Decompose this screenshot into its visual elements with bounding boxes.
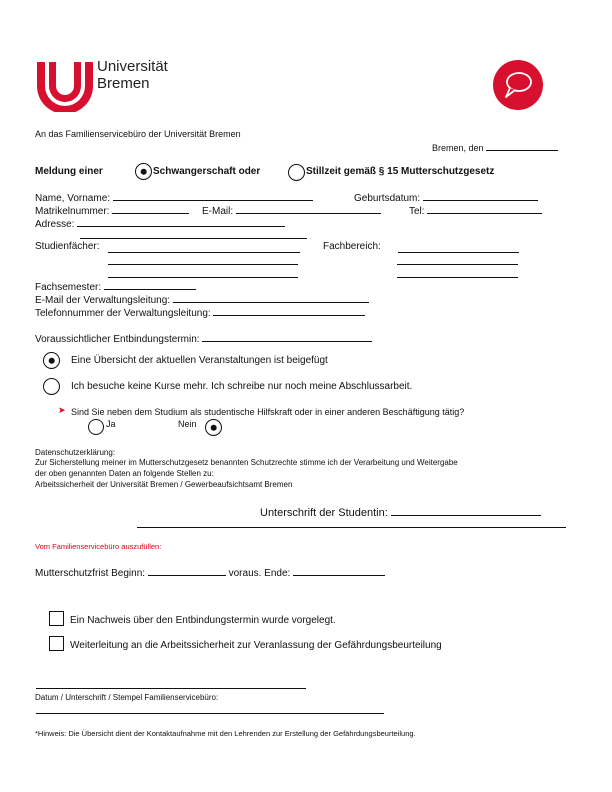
forward-safety-label: Weiterleitung an die Arbeitssicherheit zur Veranlassung der Gefährdungsbeurteilung bbox=[70, 640, 442, 651]
due-date-proof-label: Ein Nachweis über den Entbindungstermin wurde vorgelegt. bbox=[70, 615, 336, 626]
name-row bbox=[35, 191, 313, 204]
place-date-label: Bremen, den bbox=[432, 143, 484, 153]
thesis-only-radio[interactable] bbox=[43, 378, 60, 395]
address-field-line2[interactable] bbox=[80, 238, 307, 239]
department-field-1[interactable] bbox=[398, 252, 519, 253]
signature-line-2[interactable] bbox=[137, 527, 566, 528]
report-label: Meldung einer bbox=[35, 166, 103, 177]
department-field-2[interactable] bbox=[397, 264, 518, 265]
due-date-proof-checkbox[interactable] bbox=[49, 611, 64, 626]
stamp-line-bottom[interactable] bbox=[36, 713, 384, 714]
signature-field[interactable] bbox=[391, 505, 541, 516]
subjects-field-2[interactable] bbox=[108, 264, 298, 265]
stamp-label: Datum / Unterschrift / Stempel Familienservicebüro: bbox=[35, 693, 219, 702]
semester-field[interactable] bbox=[104, 280, 196, 290]
pregnancy-label: Schwangerschaft oder bbox=[153, 166, 261, 177]
protection-period-row bbox=[35, 566, 385, 579]
course-overview-label: Eine Übersicht der aktuellen Veranstaltungen ist beigefügt bbox=[71, 355, 328, 366]
arrow-bullet-icon: ➤ bbox=[58, 405, 66, 415]
due-date-label: Voraussichtlicher Entbindungstermin: bbox=[35, 334, 200, 345]
privacy-title: Datenschutzerklärung: bbox=[35, 448, 116, 457]
semester-label: Fachsemester: bbox=[35, 282, 102, 293]
birthdate-label: Geburtsdatum: bbox=[354, 193, 421, 204]
place-date bbox=[432, 141, 558, 153]
speech-bubble-icon bbox=[493, 60, 543, 110]
name-field[interactable] bbox=[113, 191, 313, 201]
admin-phone-label: Telefonnummer der Verwaltungsleitung: bbox=[35, 308, 211, 319]
address-field[interactable] bbox=[77, 217, 285, 227]
recipient: An das Familienservicebüro der Universität Bremen bbox=[35, 129, 241, 139]
department-label: Fachbereich: bbox=[323, 241, 381, 252]
name-label: Name, Vorname: bbox=[35, 193, 111, 204]
address-row bbox=[35, 217, 285, 230]
nursing-radio[interactable] bbox=[288, 164, 305, 181]
matrikel-label: Matrikelnummer: bbox=[35, 206, 110, 217]
subjects-field-3[interactable] bbox=[108, 277, 298, 278]
matrikel-row bbox=[35, 204, 189, 217]
logo-name bbox=[97, 58, 168, 92]
due-date-row bbox=[35, 332, 372, 345]
subjects-label: Studienfächer: bbox=[35, 241, 100, 252]
course-overview-radio[interactable] bbox=[43, 352, 60, 369]
speech-bubble-badge bbox=[493, 60, 543, 110]
subjects-field-1[interactable] bbox=[108, 252, 300, 253]
expected-end-field[interactable] bbox=[293, 566, 385, 576]
address-label: Adresse: bbox=[35, 219, 75, 230]
admin-phone-field[interactable] bbox=[213, 306, 365, 316]
privacy-line2: der oben genannten Daten an folgende Stellen zu: bbox=[35, 469, 214, 478]
signature-row bbox=[260, 505, 541, 519]
birthdate-row bbox=[354, 191, 538, 204]
protection-start-label: Mutterschutzfrist Beginn: bbox=[35, 568, 146, 579]
logo-name-line2: Bremen bbox=[97, 75, 150, 92]
email-field[interactable] bbox=[236, 204, 381, 214]
employment-yes-radio[interactable] bbox=[88, 419, 104, 435]
expected-end-label: voraus. Ende: bbox=[228, 568, 291, 579]
thesis-only-label: Ich besuche keine Kurse mehr. Ich schreibe nur noch meine Abschlussarbeit. bbox=[71, 381, 413, 392]
employment-question: Sind Sie neben dem Studium als studentische Hilfskraft oder in einer anderen Beschäftigung tätig? bbox=[71, 407, 465, 417]
forward-safety-checkbox[interactable] bbox=[49, 636, 64, 651]
employment-no-label: Nein bbox=[178, 419, 197, 429]
pregnancy-radio[interactable] bbox=[135, 163, 152, 180]
email-row bbox=[202, 204, 381, 217]
privacy-line3: Arbeitssicherheit der Universität Bremen / Gewerbeaufsichtsamt Bremen bbox=[35, 480, 293, 489]
date-field[interactable] bbox=[486, 141, 558, 151]
protection-start-field[interactable] bbox=[148, 566, 226, 576]
admin-email-row bbox=[35, 293, 369, 306]
due-date-field[interactable] bbox=[202, 332, 372, 342]
tel-row bbox=[409, 204, 542, 217]
birthdate-field[interactable] bbox=[423, 191, 538, 201]
admin-email-field[interactable] bbox=[173, 293, 369, 303]
employment-yes-label: Ja bbox=[106, 419, 116, 429]
matrikel-field[interactable] bbox=[112, 204, 189, 214]
email-label: E-Mail: bbox=[202, 206, 234, 217]
office-section-title: Vom Familienservicebüro auszufüllen: bbox=[35, 542, 162, 551]
footnote: *Hinweis: Die Übersicht dient der Kontaktaufnahme mit den Lehrenden zur Erstellung der Gefährdungsbeurteilung. bbox=[35, 729, 416, 738]
department-field-3[interactable] bbox=[397, 277, 518, 278]
admin-phone-row bbox=[35, 306, 365, 319]
university-logo bbox=[35, 60, 95, 112]
logo-name-line1: Universität bbox=[97, 58, 168, 75]
admin-email-label: E-Mail der Verwaltungsleitung: bbox=[35, 295, 171, 306]
employment-no-radio[interactable] bbox=[205, 419, 222, 436]
nursing-label: Stillzeit gemäß § 15 Mutterschutzgesetz bbox=[306, 166, 495, 177]
stamp-line-top[interactable] bbox=[36, 688, 306, 689]
signature-label: Unterschrift der Studentin: bbox=[260, 507, 388, 519]
tel-label: Tel: bbox=[409, 206, 425, 217]
semester-row bbox=[35, 280, 196, 293]
university-u-logo-icon bbox=[35, 60, 95, 112]
privacy-line1: Zur Sicherstellung meiner im Mutterschutzgesetz benannten Schutzrechte stimme ich der Verarbeitung und Weitergabe bbox=[35, 458, 458, 467]
tel-field[interactable] bbox=[427, 204, 542, 214]
